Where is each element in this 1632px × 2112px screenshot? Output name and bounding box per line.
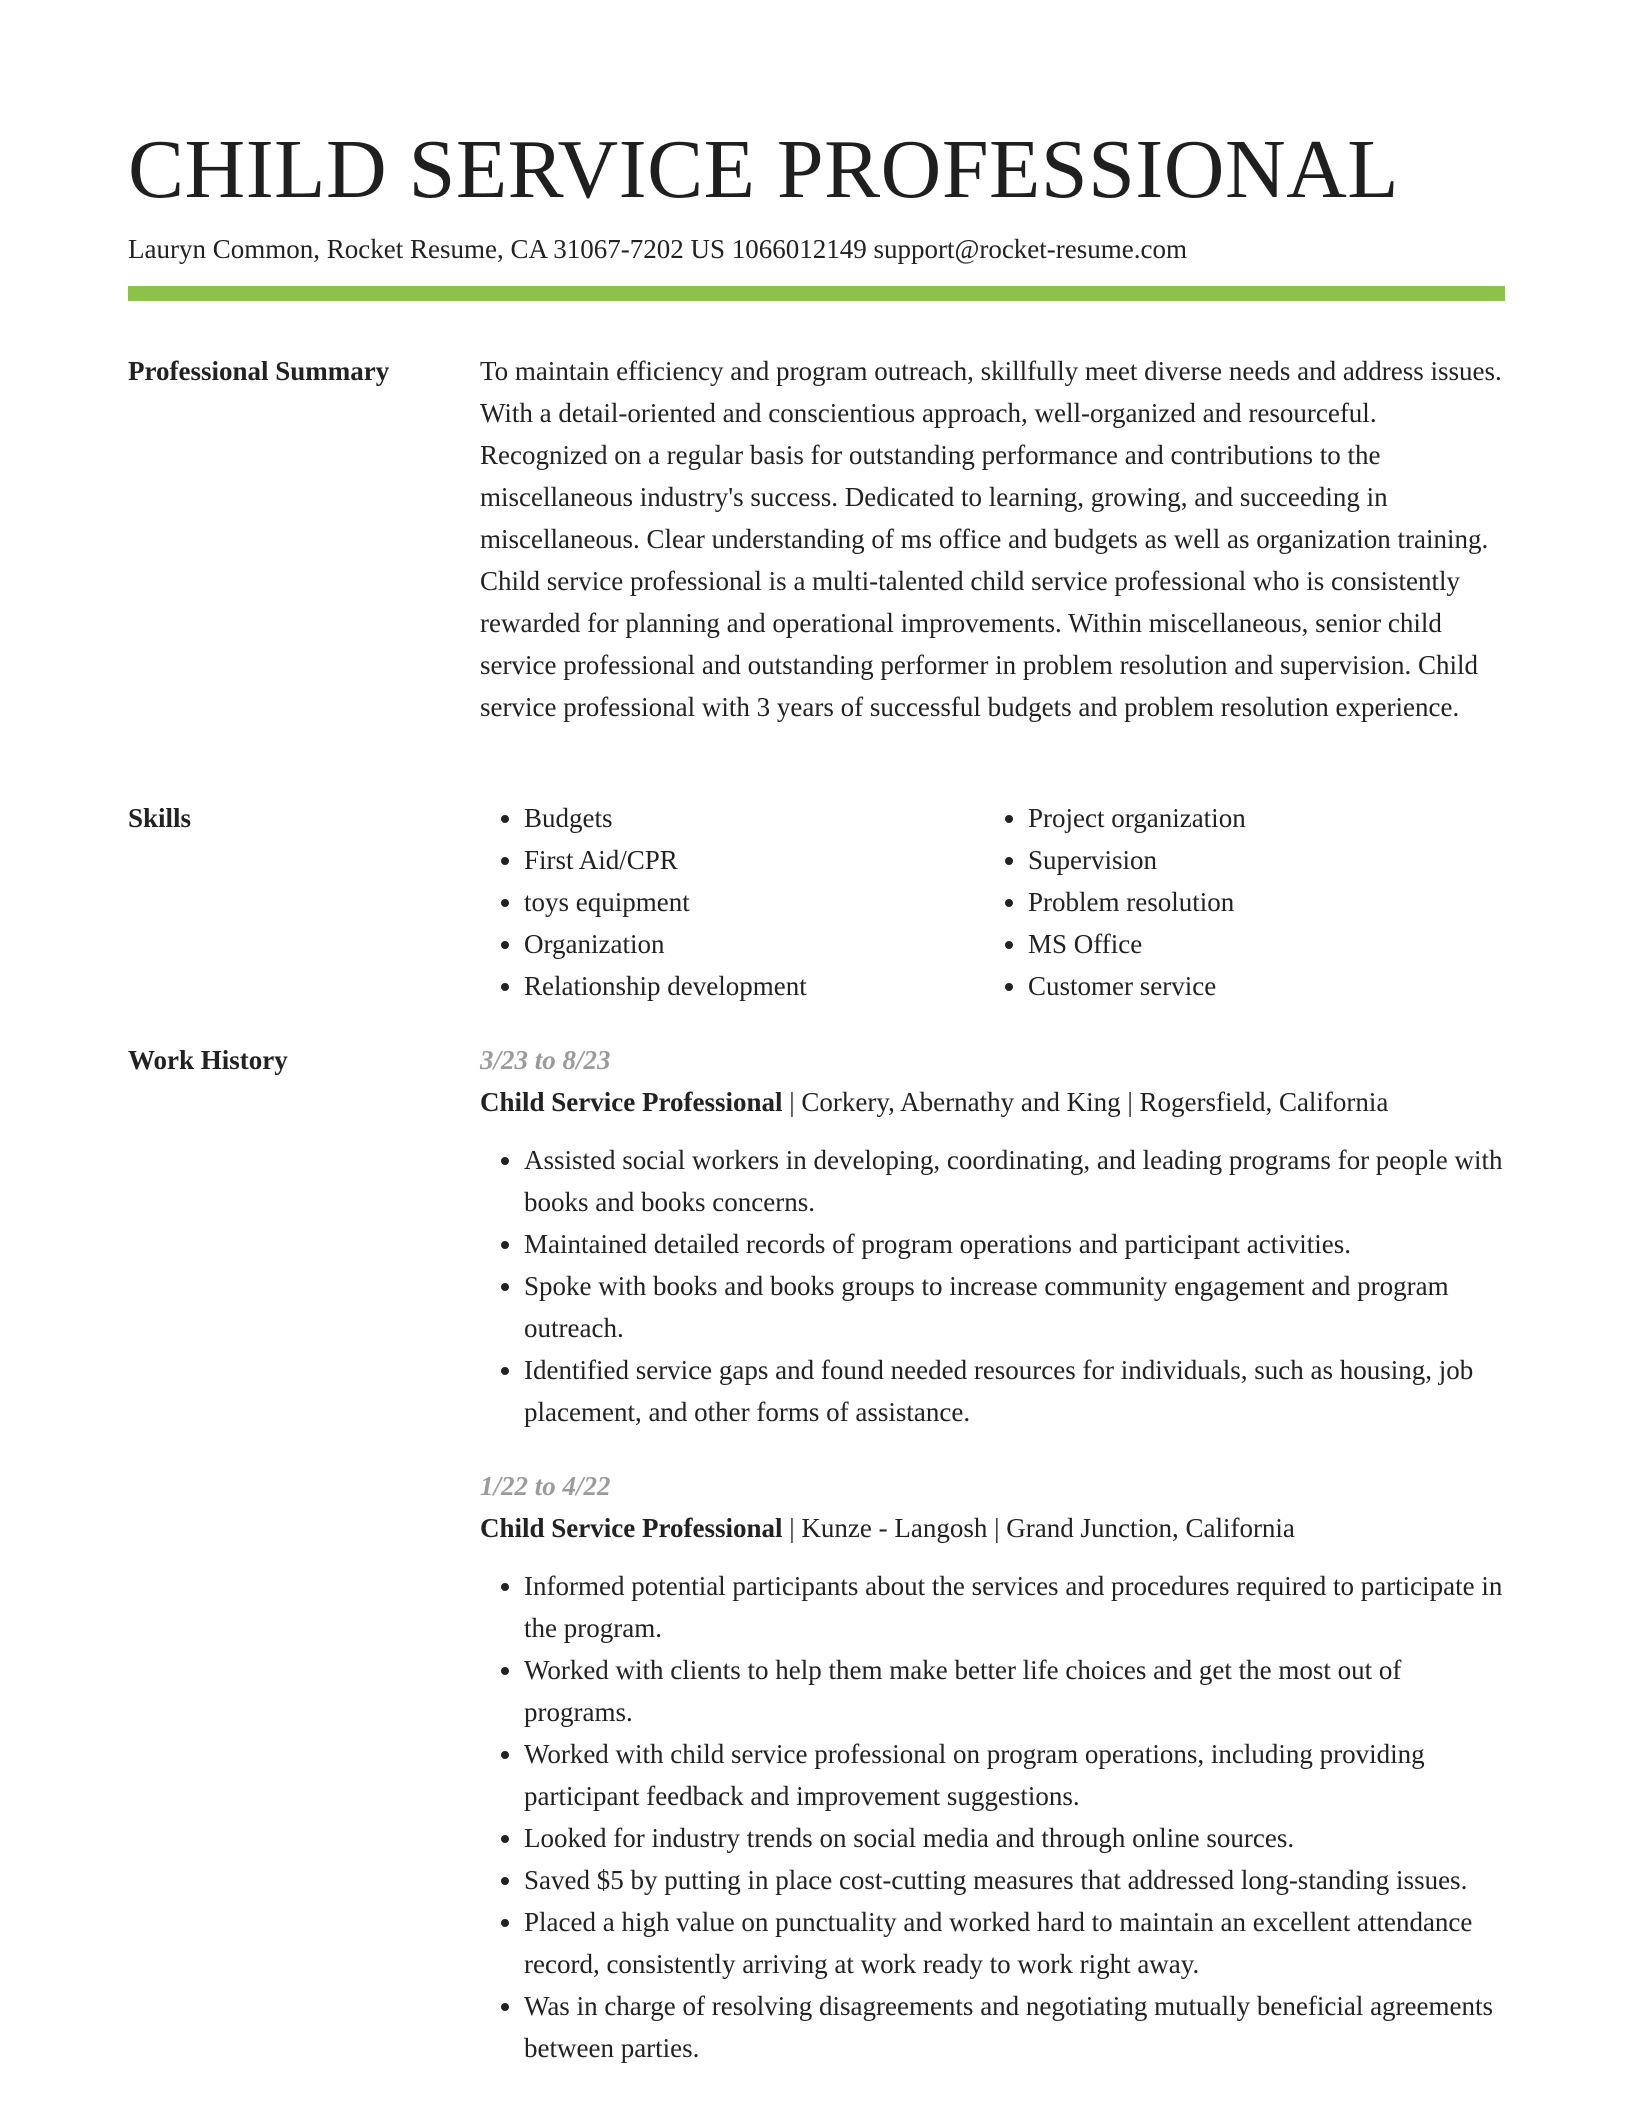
skills-column-right	[984, 797, 1488, 1007]
job-entry	[480, 1039, 1505, 1433]
summary-body	[480, 350, 1505, 728]
skill-item: • Project organization	[1028, 797, 1488, 839]
skill-item: • MS Office	[1028, 923, 1488, 965]
job-duties	[480, 1139, 1505, 1433]
duty-item: • Placed a high value on punctuality and worked hard to maintain an excellent attendance record, consistently arriving at work ready to work right away.	[524, 1901, 1505, 1985]
work-history-label: Work History	[128, 1045, 288, 1075]
job-dates: 3/23 to 8/23	[480, 1045, 611, 1075]
duty-item: • Worked with child service professional on program operations, including providing participant feedback and improvement suggestions.	[524, 1733, 1505, 1817]
summary-text: To maintain efficiency and program outreach, skillfully meet diverse needs and address issues. With a detail-oriented and conscientious approach, well-organized and resourceful. Recognized on a regular basis for outstanding performance and contributions to the miscellaneous industry's success. Dedicated to learning, growing, and succeeding in miscellaneous. Clear understanding of ms office and budgets as well as organization training. Child service professional is a multi-talented child service professional who is consistently rewarded for planning and operational improvements. Within miscellaneous, senior child service professional and outstanding performer in problem resolution and supervision. Child service professional with 3 years of successful budgets and problem resolution experience.	[480, 356, 1502, 722]
skill-item: • Customer service	[1028, 965, 1488, 1007]
duty-item: • Assisted social workers in developing, coordinating, and leading programs for people with books and books concerns.	[524, 1139, 1505, 1223]
duty-item: • Worked with clients to help them make better life choices and get the most out of programs.	[524, 1649, 1505, 1733]
job-role: Child Service Professional	[480, 1513, 783, 1543]
job-title-line	[480, 1081, 1505, 1123]
skills-body	[480, 797, 1505, 1007]
job-details: | Corkery, Abernathy and King | Rogersfield, California	[782, 1087, 1389, 1117]
skill-item: • Organization	[524, 923, 984, 965]
skill-item: • Problem resolution	[1028, 881, 1488, 923]
job-title-line	[480, 1507, 1505, 1549]
duty-item: • Saved $5 by putting in place cost-cutting measures that addressed long-standing issues.	[524, 1859, 1505, 1901]
job-entry	[480, 1465, 1505, 2069]
skills-column-left	[480, 797, 984, 1007]
skills-columns	[480, 797, 1505, 1007]
skills-label: Skills	[128, 803, 192, 833]
duty-item: • Looked for industry trends on social media and through online sources.	[524, 1817, 1505, 1859]
job-dates: 1/22 to 4/22	[480, 1471, 611, 1501]
resume-title: CHILD SERVICE PROFESSIONAL	[128, 123, 1400, 216]
work-history-body	[480, 1039, 1505, 2069]
skill-item: • Budgets	[524, 797, 984, 839]
skill-item: • Supervision	[1028, 839, 1488, 881]
duty-item: • Identified service gaps and found needed resources for individuals, such as housing, job placement, and other forms of assistance.	[524, 1349, 1505, 1433]
contact-line: Lauryn Common, Rocket Resume, CA 31067-7202 US 1066012149 support@rocket-resume.com	[128, 234, 1187, 264]
duty-item: • Informed potential participants about the services and procedures required to participate in the program.	[524, 1565, 1505, 1649]
summary-label: Professional Summary	[128, 356, 390, 386]
skill-item: • First Aid/CPR	[524, 839, 984, 881]
skill-item: • toys equipment	[524, 881, 984, 923]
job-duties	[480, 1565, 1505, 2069]
duty-item: • Maintained detailed records of program operations and participant activities.	[524, 1223, 1505, 1265]
skill-item: • Relationship development	[524, 965, 984, 1007]
duty-item: • Spoke with books and books groups to increase community engagement and program outreach.	[524, 1265, 1505, 1349]
job-role: Child Service Professional	[480, 1087, 783, 1117]
duty-item: • Was in charge of resolving disagreements and negotiating mutually beneficial agreements between parties.	[524, 1985, 1505, 2069]
job-details: | Kunze - Langosh | Grand Junction, California	[782, 1513, 1295, 1543]
accent-divider	[128, 286, 1505, 301]
